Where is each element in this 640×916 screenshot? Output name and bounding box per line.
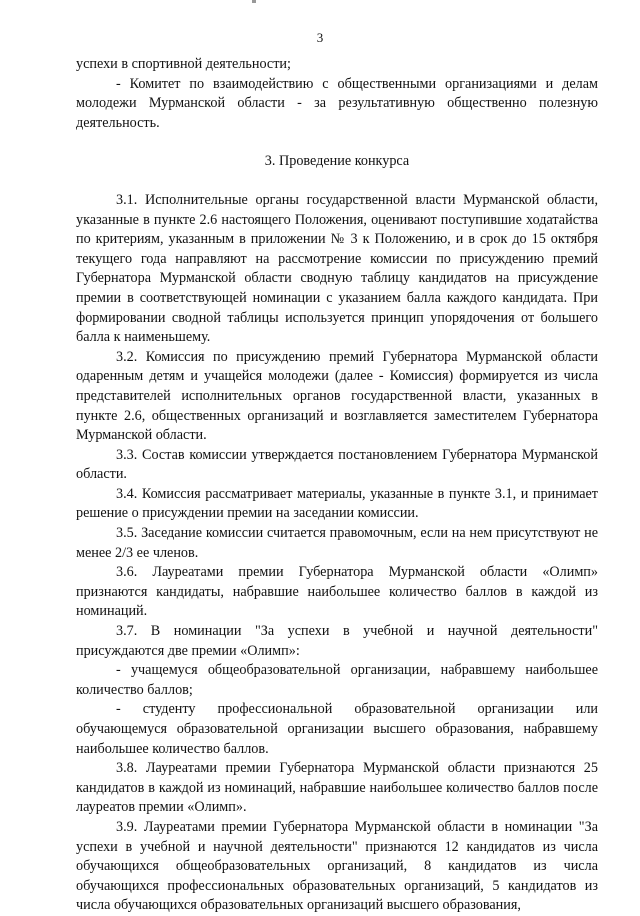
document-body xyxy=(76,55,598,916)
paragraph-3-9: 3.9. Лауреатами премии Губернатора Мурманской области в номинации "За успехи в учебной и научной деятельности" признаются 12 кандидатов из числа обучающихся общеобразовательных организаций, 8 кандидатов из числа обучающихся профессиональных образовательных организаций, 5 кандидатов из числа обучающихся образовательных организаций высшего образования, xyxy=(76,818,598,914)
paragraph-3-5: 3.5. Заседание комиссии считается правомочным, если на нем присутствуют не менее 2/3 ее членов. xyxy=(76,525,598,561)
paragraph-3-3: 3.3. Состав комиссии утверждается постановлением Губернатора Мурманской области. xyxy=(76,446,598,483)
scan-mark xyxy=(252,0,256,3)
paragraph-3-4: 3.4. Комиссия рассматривает материалы, указанные в пункте 3.1, и принимает решение о присуждении премии на заседании комиссии. xyxy=(76,485,598,522)
paragraph-3-7: 3.7. В номинации "За успехи в учебной и научной деятельности" присуждаются две премии «Олимп»: xyxy=(76,623,598,659)
section-heading: 3. Проведение конкурса xyxy=(264,153,410,170)
paragraph-3-8: 3.8. Лауреатами премии Губернатора Мурманской области признаются 25 кандидатов в каждой из номинаций, набравшие наибольшее количество баллов после лауреатов премии «Олимп». xyxy=(76,760,598,816)
list-item-pupil: - учащемуся общеобразовательной организации, набравшему наибольшее количество баллов; xyxy=(76,662,598,698)
paragraph-3-1: 3.1. Исполнительные органы государственной власти Мурманской области, указанные в пункте 2.6 настоящего Положения, оценивают поступившие ходатайства по критериям, указанным в приложении № 3 к Положению, и в срок до 15 октября текущего года направляют на рассмотрение комиссии по присуждению премий Губернатора Мурманской области сводную таблицу кандидатов на присуждение премии в соответствующей номинации с указанием балла каждого кандидата. При формировании сводной таблицы используется принцип упорядочения от большего балла к наименьшему. xyxy=(76,191,598,346)
paragraph-continuation: успехи в спортивной деятельности; xyxy=(76,56,291,72)
paragraph-3-2: 3.2. Комиссия по присуждению премий Губернатора Мурманской области одаренным детям и учащейся молодежи (далее - Комиссия) формируется из числа представителей исполнительных органов государственной власти, указанных в пункте 2.6, общественных организаций и возглавляется заместителем Губернатора Мурманской области. xyxy=(76,348,598,444)
page-number: 3 xyxy=(316,30,324,45)
paragraph-committee-item: - Комитет по взаимодействию с общественными организациями и делам молодежи Мурманской области - за результативную общественно полезную деятельность. xyxy=(76,75,598,131)
list-item-student: - студенту профессиональной образовательной организации или обучающемуся образовательной организации высшего образования, набравшему наибольшее количество баллов. xyxy=(76,701,598,757)
paragraph-3-6: 3.6. Лауреатами премии Губернатора Мурманской области «Олимп» признаются кандидаты, набравшие наибольшее количество баллов в каждой из номинаций. xyxy=(76,564,598,620)
